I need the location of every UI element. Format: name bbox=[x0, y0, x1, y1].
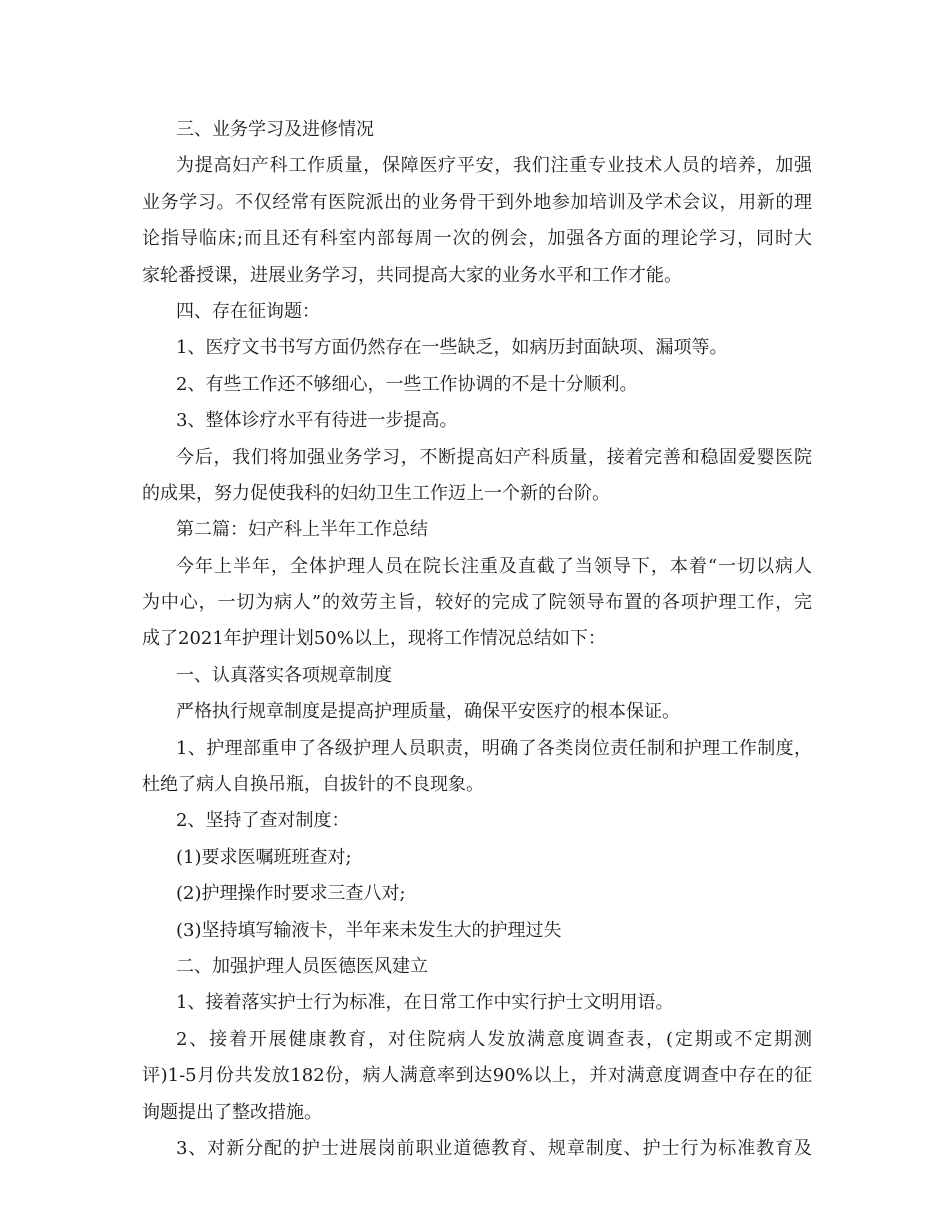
section-heading-study: 三、业务学习及进修情况 bbox=[176, 119, 374, 140]
list-item: 2、有些工作还不够细心，一些工作协调的不是十分顺利。 bbox=[176, 373, 638, 395]
paragraph-line: 家轮番授课，进展业务学习，共同提高大家的业务水平和工作才能。 bbox=[142, 264, 682, 286]
paragraph-line: 评)1-5月份共发放182份，病人满意率到达90%以上，并对满意度调查中存在的征 bbox=[142, 1065, 812, 1087]
part-two-title: 第二篇：妇产科上半年工作总结 bbox=[176, 519, 428, 541]
paragraph-line: 杜绝了病人自换吊瓶，自拔针的不良现象。 bbox=[142, 774, 484, 796]
list-item: 3、对新分配的护士进展岗前职业道德教育、规章制度、护士行为标准教育及 bbox=[176, 1137, 812, 1159]
paragraph-line: 今后，我们将加强业务学习，不断提高妇产科质量，接着完善和稳固爱婴医院 bbox=[176, 446, 812, 468]
paragraph-line: 论指导临床;而且还有科室内部每周一次的例会，加强各方面的理论学习，同时大 bbox=[142, 228, 812, 250]
document-body bbox=[142, 112, 812, 1167]
sub-list-item: (1)要求医嘱班班查对; bbox=[176, 846, 352, 868]
paragraph-line: 业务学习。不仅经常有医院派出的业务骨干到外地参加培训及学术会议，用新的理 bbox=[142, 191, 812, 213]
section-heading-issues: 四、存在征询题： bbox=[176, 300, 320, 322]
list-item: 1、医疗文书书写方面仍然存在一些缺乏，如病历封面缺项、漏项等。 bbox=[176, 337, 728, 359]
paragraph-line: 询题提出了整改措施。 bbox=[142, 1101, 322, 1123]
paragraph-line: 成了2021年护理计划50%以上，现将工作情况总结如下： bbox=[142, 628, 606, 650]
list-item: 1、护理部重申了各级护理人员职责，明确了各类岗位责任制和护理工作制度， bbox=[176, 737, 812, 759]
paragraph-line: 严格执行规章制度是提高护理质量，确保平安医疗的根本保证。 bbox=[176, 701, 680, 723]
section-heading-ethics: 二、加强护理人员医德医风建立 bbox=[176, 955, 428, 977]
sub-list-item: (3)坚持填写输液卡，半年来未发生大的护理过失 bbox=[176, 919, 562, 941]
paragraph-line: 为提高妇产科工作质量，保障医疗平安，我们注重专业技术人员的培养，加强 bbox=[176, 155, 812, 177]
section-heading-rules: 一、认真落实各项规章制度 bbox=[176, 664, 392, 686]
sub-list-item: (2)护理操作时要求三查八对; bbox=[176, 883, 406, 905]
paragraph-line: 的成果，努力促使我科的妇幼卫生工作迈上一个新的台阶。 bbox=[142, 482, 610, 504]
paragraph-line: 今年上半年，全体护理人员在院长注重及直截了当领导下，本着“一切以病人 bbox=[176, 555, 812, 577]
list-item: 3、整体诊疗水平有待进一步提高。 bbox=[176, 410, 458, 432]
list-item: 2、坚持了查对制度： bbox=[176, 810, 350, 832]
list-item: 2、接着开展健康教育，对住院病人发放满意度调查表，(定期或不定期测 bbox=[176, 1028, 812, 1050]
list-item: 1、接着落实护士行为标准，在日常工作中实行护士文明用语。 bbox=[176, 992, 674, 1014]
paragraph-line: 为中心，一切为病人”的效劳主旨，较好的完成了院领导布置的各项护理工作，完 bbox=[142, 592, 812, 614]
